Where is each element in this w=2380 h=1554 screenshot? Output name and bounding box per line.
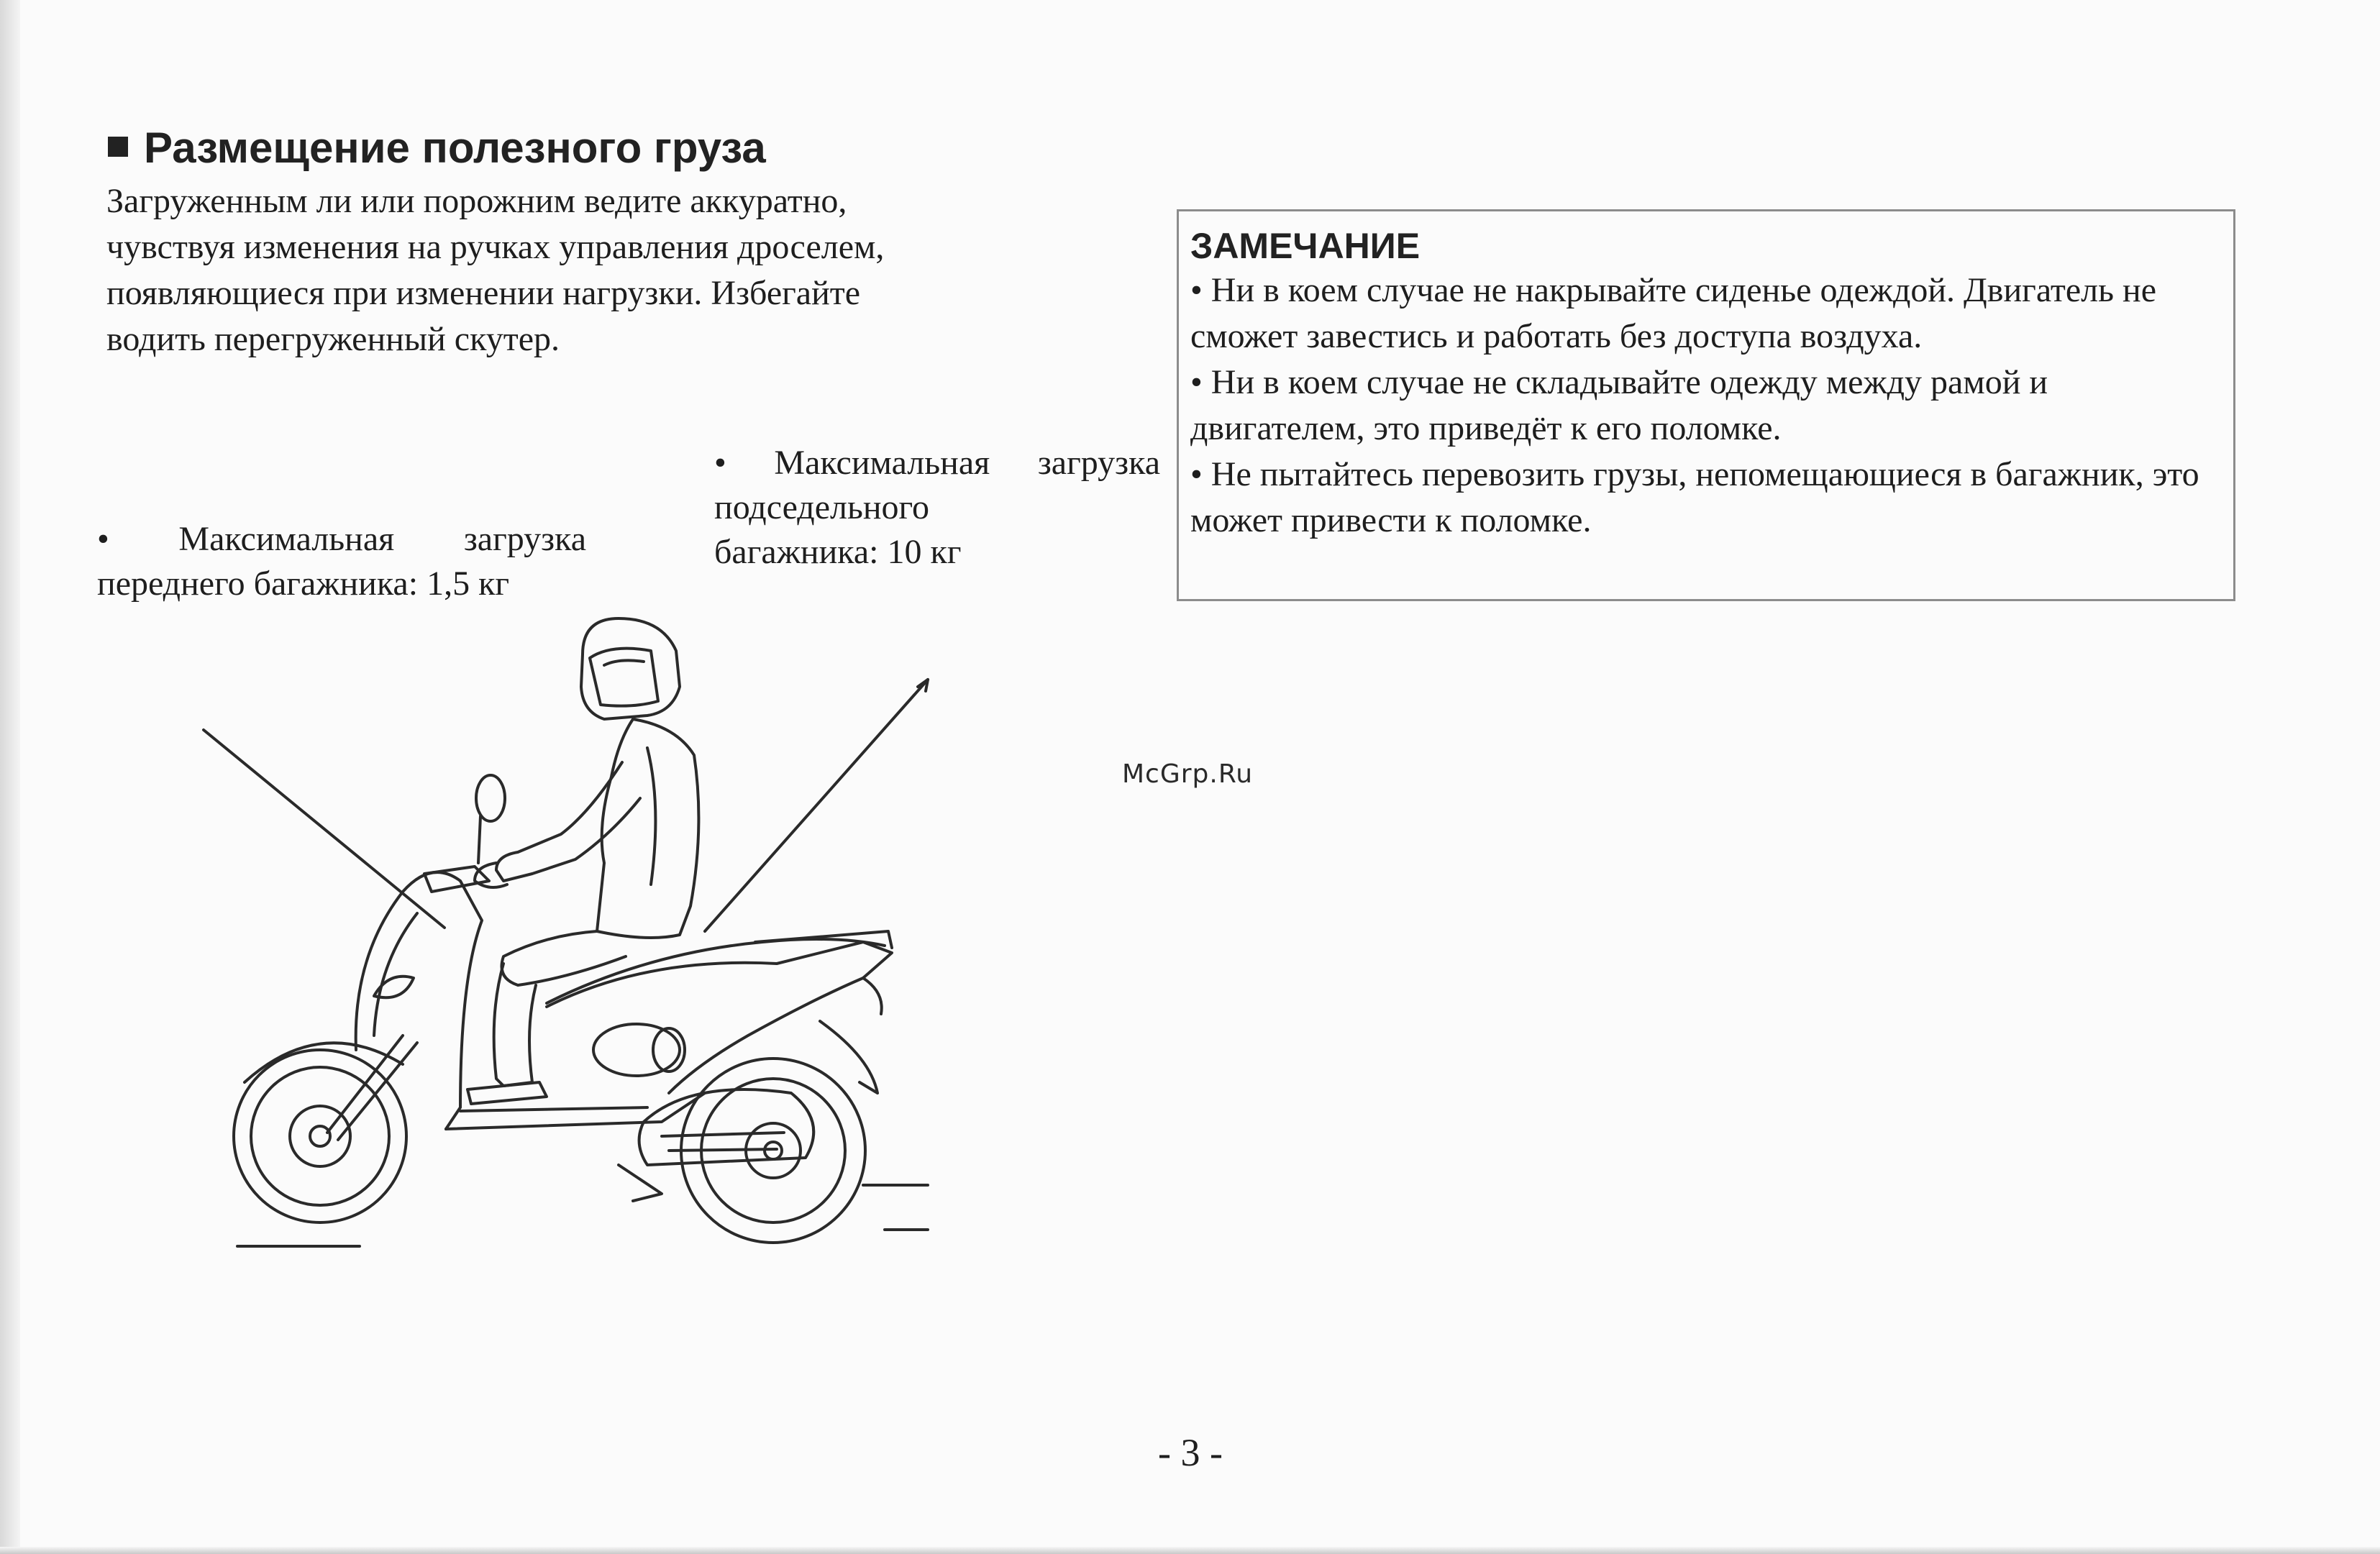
notice-item-seat-cover: • Ни в коем случае не накрывайте сиденье одеждой. Двигатель не сможет завестись и работать без доступа воздуха. (1190, 271, 2157, 355)
front-luggage-pointer-line (204, 730, 444, 928)
section-heading-text: Размещение полезного груза (144, 124, 766, 172)
page-number: - 3 - (1158, 1431, 1223, 1474)
rider-helmet (581, 618, 680, 719)
intro-paragraph: Загруженным ли или порожним ведите аккуратно, чувствуя изменения на ручках управления дроселем, появляющиеся при изменении нагрузки. Избегайте водить перегруженный скутер. (106, 182, 885, 358)
exhaust (593, 1024, 680, 1076)
mirror (476, 775, 505, 821)
notice-item-oversize-cargo: • Не пытайтесь перевозить грузы, непомещающиеся в багажник, это может привести к поломке. (1190, 455, 2199, 539)
tail-light (863, 978, 882, 1014)
mirror-stem (478, 816, 480, 863)
rider-hand (475, 863, 507, 887)
rider-arm (496, 762, 640, 881)
ground-line (237, 1185, 928, 1246)
callout-seat-line-1: • Максимальная загрузка (714, 444, 1160, 482)
rider-foot (468, 1082, 547, 1104)
notice-title: ЗАМЕЧАНИЕ (1190, 226, 1421, 266)
kickstand (619, 1165, 662, 1201)
front-shield (356, 872, 482, 1129)
watermark: McGrp.Ru (1122, 759, 1254, 789)
callout-seat-line-2: подседельного (714, 488, 930, 526)
rear-fender (820, 1021, 877, 1093)
callout-seat-line-3: багажника: 10 кг (714, 533, 962, 571)
front-fork (327, 1036, 403, 1133)
seat-luggage-pointer-line (705, 680, 928, 931)
front-shield-inner (374, 913, 417, 1036)
notice-item-frame-clothes: • Ни в коем случае не складывайте одежду между рамой и двигателем, это приведёт к его поломке. (1190, 363, 2048, 447)
callout-front-line-2: переднего багажника: 1,5 кг (97, 565, 510, 603)
callout-front-line-1: • Максимальная загрузка (97, 520, 586, 558)
front-wheel (234, 1050, 406, 1222)
